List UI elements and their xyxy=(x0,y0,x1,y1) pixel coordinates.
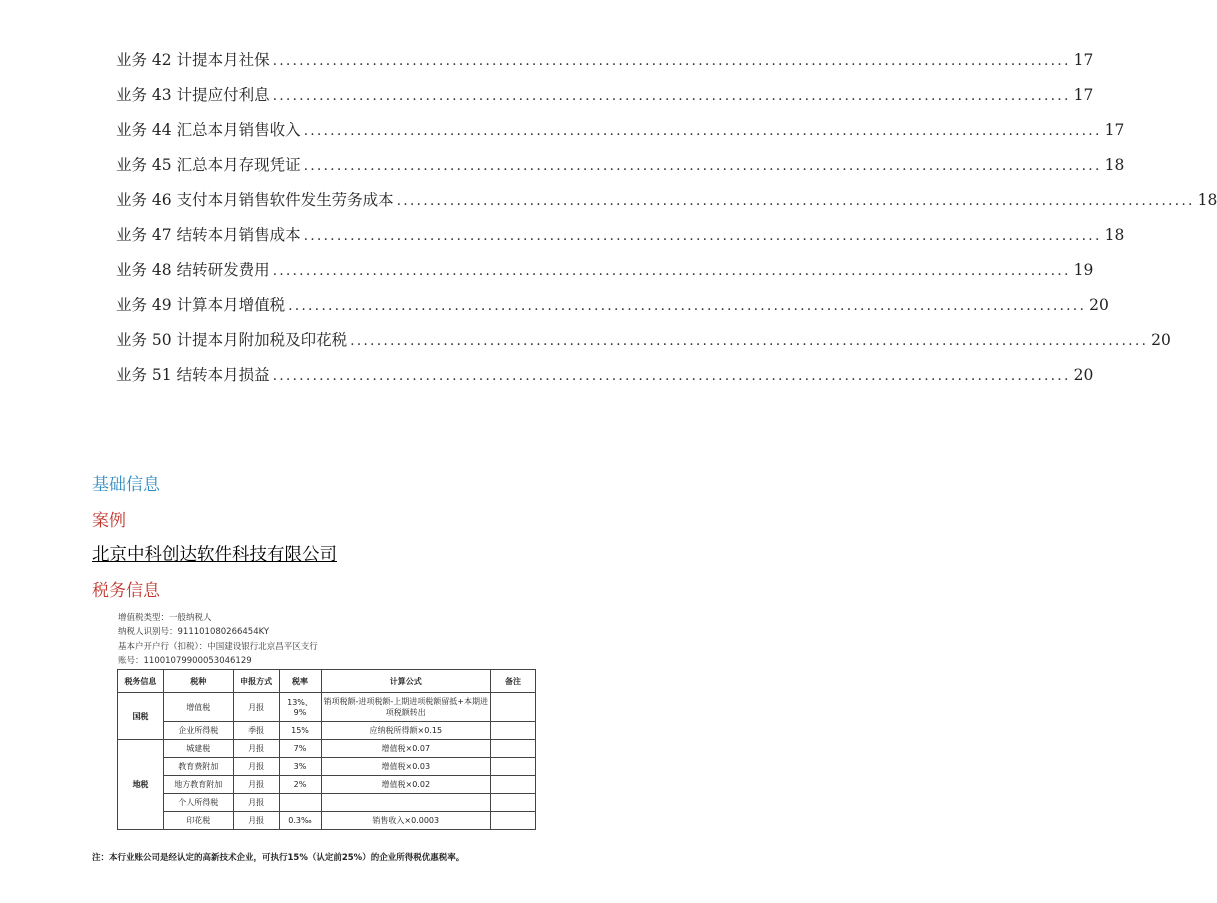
toc-entry[interactable] xyxy=(116,258,1094,293)
toc-entry-page: 17 xyxy=(1073,51,1094,69)
toc-entry[interactable] xyxy=(116,48,1094,83)
toc-entry-page: 17 xyxy=(1104,121,1125,139)
toc-entry[interactable] xyxy=(116,293,1109,328)
cell-rate: 2% xyxy=(279,776,321,794)
tax-info-table xyxy=(117,669,536,830)
cell-tax: 印花税 xyxy=(163,812,233,830)
cell-rate: 13%、9% xyxy=(279,693,321,722)
cell-formula: 应纳税所得额×0.15 xyxy=(321,722,491,740)
cell-method: 月报 xyxy=(233,776,279,794)
cell-rate: 3% xyxy=(279,758,321,776)
cell-formula: 销售收入×0.0003 xyxy=(321,812,491,830)
toc-entry-page: 17 xyxy=(1073,86,1094,104)
toc-leader-dots: ........................................................................................................................ xyxy=(303,123,1102,139)
header-tax-type: 税种 xyxy=(163,670,233,693)
heading-tax-info: 税务信息 xyxy=(92,581,160,601)
cell-formula: 增值税×0.03 xyxy=(321,758,491,776)
account-line: 账号：11001079900053046129 xyxy=(118,656,252,667)
cell-note xyxy=(491,812,536,830)
header-rate: 税率 xyxy=(279,670,321,693)
heading-case: 案例 xyxy=(92,511,126,531)
toc-entry[interactable] xyxy=(116,223,1125,258)
table-row xyxy=(118,758,536,776)
table-row xyxy=(118,794,536,812)
toc-entry-page: 20 xyxy=(1089,296,1109,314)
company-name: 北京中科创达软件科技有限公司 xyxy=(92,545,337,565)
toc-entry-page: 20 xyxy=(1151,331,1171,349)
toc-leader-dots: ........................................................................................................................ xyxy=(272,53,1071,69)
toc-entry-page: 18 xyxy=(1104,226,1125,244)
toc-entry-title: 业务 44 汇总本月销售收入 xyxy=(116,121,301,139)
toc-entry[interactable] xyxy=(116,118,1125,153)
toc-leader-dots: ........................................................................................................................ xyxy=(272,263,1071,279)
bank-line: 基本户开户行（扣税）：中国建设银行北京昌平区支行 xyxy=(118,641,318,652)
cell-formula: 增值税×0.02 xyxy=(321,776,491,794)
cell-tax: 企业所得税 xyxy=(163,722,233,740)
toc-entry-title: 业务 48 结转研发费用 xyxy=(116,261,270,279)
footnote: 注：本行业账公司是经认定的高新技术企业，可执行15%（认定前25%）的企业所得税优惠税率。 xyxy=(92,853,465,863)
cell-tax: 教育费附加 xyxy=(163,758,233,776)
toc-leader-dots: ........................................................................................................................ xyxy=(350,333,1149,349)
cell-method: 月报 xyxy=(233,693,279,722)
table-of-contents xyxy=(116,48,1217,398)
company-info-block xyxy=(118,611,318,669)
toc-entry-title: 业务 46 支付本月销售软件发生劳务成本 xyxy=(116,191,394,209)
toc-leader-dots: ........................................................................................................................ xyxy=(396,193,1195,209)
toc-leader-dots: ........................................................................................................................ xyxy=(303,158,1102,174)
header-tax-info: 税务信息 xyxy=(118,670,164,693)
cell-note xyxy=(491,776,536,794)
table-row xyxy=(118,693,536,722)
cell-method: 月报 xyxy=(233,758,279,776)
cell-tax: 增值税 xyxy=(163,693,233,722)
cell-method: 月报 xyxy=(233,812,279,830)
taxpayer-id-line: 纳税人识别号：911101080266454KY xyxy=(118,627,270,638)
table-row xyxy=(118,812,536,830)
toc-leader-dots: ........................................................................................................................ xyxy=(288,298,1087,314)
cell-formula: 销项税额-进项税额-上期进项税额留抵+本期进项税额转出 xyxy=(321,693,491,722)
toc-entry-page: 20 xyxy=(1073,366,1094,384)
cell-note xyxy=(491,740,536,758)
header-method: 申报方式 xyxy=(233,670,279,693)
cell-tax: 个人所得税 xyxy=(163,794,233,812)
toc-leader-dots: ........................................................................................................................ xyxy=(303,228,1102,244)
vat-type-line: 增值税类型：一般纳税人 xyxy=(118,613,212,623)
tax-group-cell: 地税 xyxy=(118,740,164,830)
toc-entry[interactable] xyxy=(116,363,1094,398)
cell-formula: 增值税×0.07 xyxy=(321,740,491,758)
cell-note xyxy=(491,794,536,812)
toc-entry-title: 业务 47 结转本月销售成本 xyxy=(116,226,301,244)
toc-entry[interactable] xyxy=(116,328,1171,363)
toc-entry[interactable] xyxy=(116,188,1217,223)
toc-leader-dots: ........................................................................................................................ xyxy=(272,368,1071,384)
tax-group-cell: 国税 xyxy=(118,693,164,740)
table-row xyxy=(118,722,536,740)
toc-entry[interactable] xyxy=(116,83,1094,118)
toc-entry-title: 业务 49 计算本月增值税 xyxy=(116,296,286,314)
cell-note xyxy=(491,758,536,776)
toc-entry-title: 业务 51 结转本月损益 xyxy=(116,366,270,384)
cell-tax: 城建税 xyxy=(163,740,233,758)
cell-method: 月报 xyxy=(233,740,279,758)
cell-rate: 0.3‰ xyxy=(279,812,321,830)
table-row xyxy=(118,740,536,758)
cell-rate xyxy=(279,794,321,812)
toc-entry-title: 业务 50 计提本月附加税及印花税 xyxy=(116,331,348,349)
cell-method: 季报 xyxy=(233,722,279,740)
toc-entry-title: 业务 42 计提本月社保 xyxy=(116,51,270,69)
toc-entry-page: 18 xyxy=(1197,191,1217,209)
header-note: 备注 xyxy=(491,670,536,693)
cell-rate: 15% xyxy=(279,722,321,740)
toc-entry-title: 业务 43 计提应付利息 xyxy=(116,86,270,104)
toc-entry[interactable] xyxy=(116,153,1125,188)
cell-note xyxy=(491,722,536,740)
table-header-row xyxy=(118,670,536,693)
cell-tax: 地方教育附加 xyxy=(163,776,233,794)
heading-basic-info: 基础信息 xyxy=(92,475,160,495)
toc-leader-dots: ........................................................................................................................ xyxy=(272,88,1071,104)
cell-method: 月报 xyxy=(233,794,279,812)
toc-entry-page: 19 xyxy=(1073,261,1094,279)
cell-rate: 7% xyxy=(279,740,321,758)
toc-entry-title: 业务 45 汇总本月存现凭证 xyxy=(116,156,301,174)
cell-note xyxy=(491,693,536,722)
table-row xyxy=(118,776,536,794)
toc-entry-page: 18 xyxy=(1104,156,1125,174)
cell-formula xyxy=(321,794,491,812)
header-formula: 计算公式 xyxy=(321,670,491,693)
